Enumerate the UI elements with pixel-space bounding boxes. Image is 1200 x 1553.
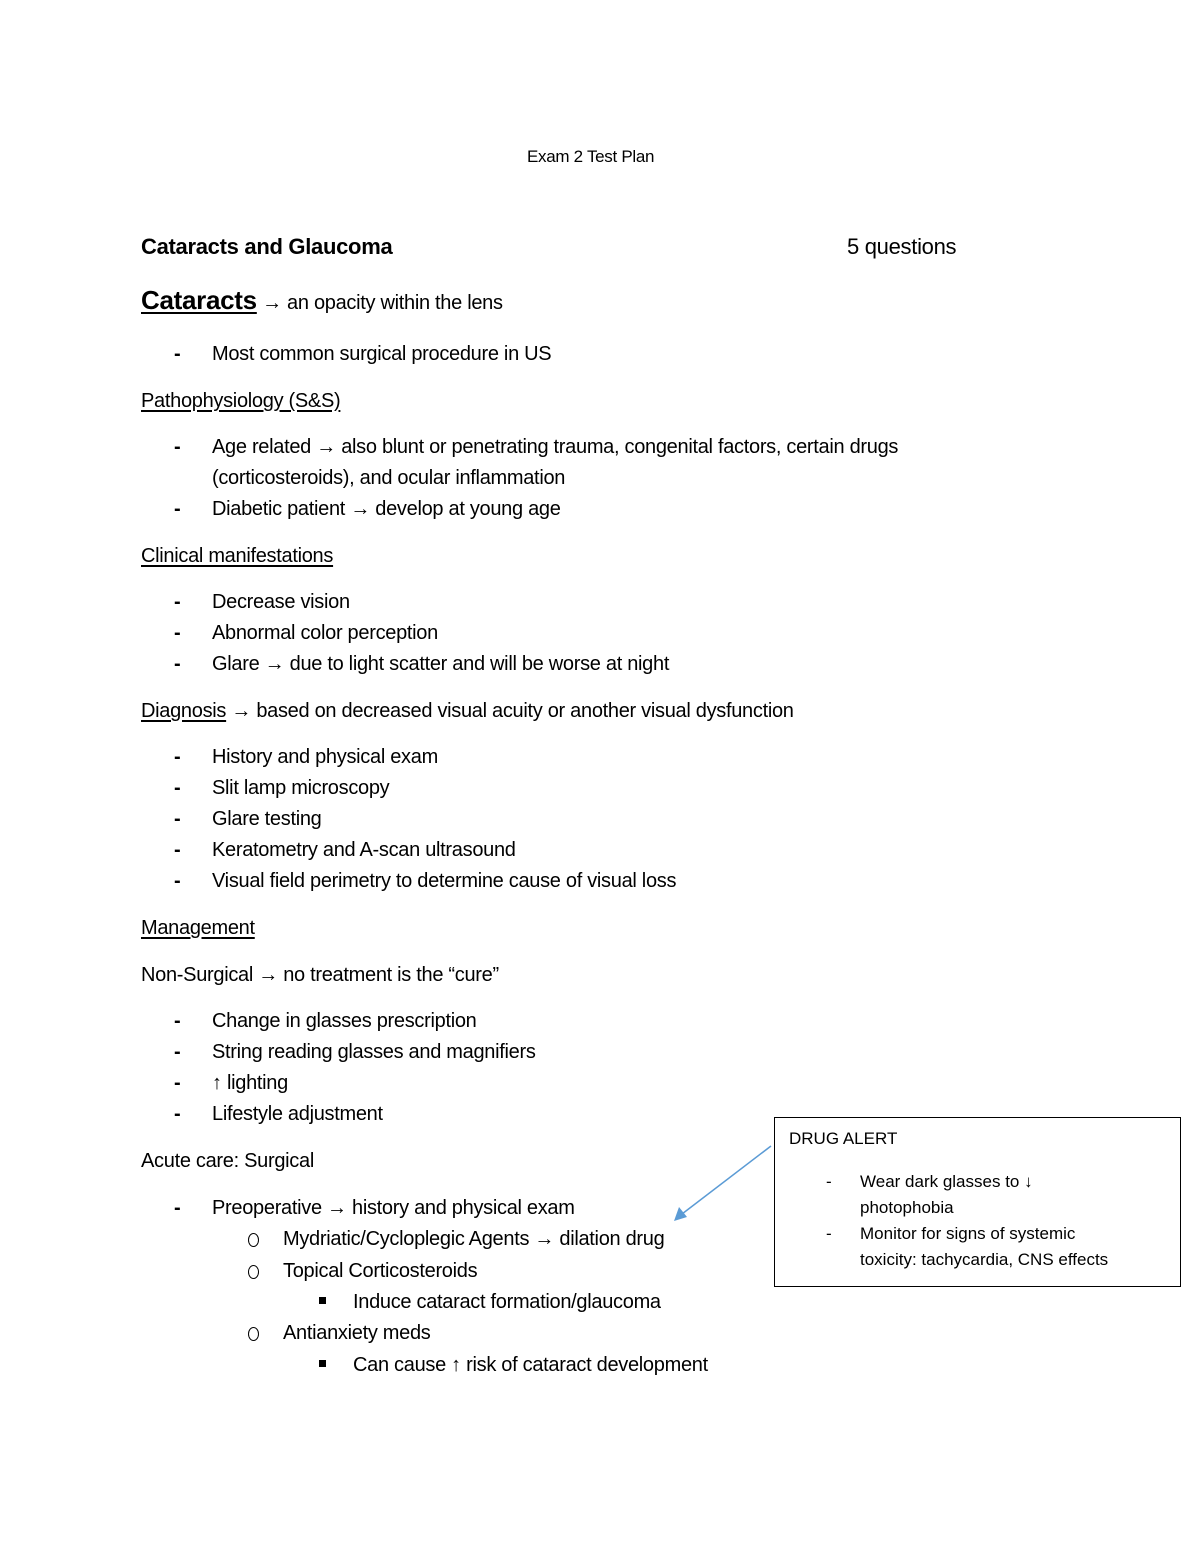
list-item: ↑ lighting [212, 1072, 288, 1094]
list-item-continuation: (corticosteroids), and ocular inflammation [212, 467, 566, 489]
list-item: Preoperative → history and physical exam [212, 1197, 575, 1219]
list-item: Glare → due to light scatter and will be worse at night [212, 653, 670, 675]
bullet-dash: - [826, 1224, 832, 1243]
bullet-dash: - [174, 777, 181, 799]
bullet-dash: - [174, 591, 181, 613]
bullet-dash: - [174, 839, 181, 861]
diagnosis-text: → based on decreased visual acuity or another visual dysfunction [226, 700, 794, 722]
bullet-dash: - [174, 1072, 181, 1094]
page-header: Exam 2 Test Plan [527, 147, 655, 166]
sub-list-item: Antianxiety meds [283, 1322, 431, 1344]
list-item: Lifestyle adjustment [212, 1103, 383, 1125]
cataracts-definition: → an opacity within the lens [262, 292, 503, 314]
clinical-heading: Clinical manifestations [141, 545, 334, 567]
question-count: 5 questions [847, 234, 957, 259]
list-item: Glare testing [212, 808, 322, 830]
list-item: Slit lamp microscopy [212, 777, 390, 799]
drug-alert-title: DRUG ALERT [789, 1129, 898, 1148]
list-item: History and physical exam [212, 746, 438, 768]
bullet-dash: - [174, 1197, 181, 1219]
bullet-dash: - [174, 746, 181, 768]
bullet-dash: - [174, 436, 181, 458]
list-item: Diabetic patient → develop at young age [212, 498, 561, 520]
arrow-line [682, 1146, 771, 1214]
management-heading: Management [141, 917, 255, 939]
bullet-dash: - [174, 498, 181, 520]
bullet-dash: - [174, 1103, 181, 1125]
drug-alert-item: Monitor for signs of systemic [860, 1224, 1076, 1243]
bullet-dash: - [826, 1172, 832, 1191]
bullet-dash: - [174, 808, 181, 830]
bullet-dash: - [174, 622, 181, 644]
bullet-dash: - [174, 870, 181, 892]
drug-alert-item-continuation: photophobia [860, 1198, 954, 1217]
nonsurgical-line: Non-Surgical → no treatment is the “cure” [141, 964, 499, 986]
drug-alert-item-continuation: toxicity: tachycardia, CNS effects [860, 1250, 1109, 1269]
bullet-dash: - [174, 1010, 181, 1032]
list-item: String reading glasses and magnifiers [212, 1041, 536, 1063]
diagnosis-heading: Diagnosis [141, 700, 227, 722]
list-item: Visual field perimetry to determine cause of visual loss [212, 870, 677, 892]
pathophysiology-heading: Pathophysiology (S&S) [141, 390, 341, 412]
list-item: Decrease vision [212, 591, 350, 613]
list-item: Age related → also blunt or penetrating trauma, congenital factors, certain drugs [212, 436, 899, 458]
cataracts-term: Cataracts [141, 285, 257, 315]
list-item: Keratometry and A-scan ultrasound [212, 839, 516, 861]
sub-list-item: Mydriatic/Cycloplegic Agents → dilation drug [283, 1228, 665, 1250]
list-item: Abnormal color perception [212, 622, 438, 644]
arrow-head-icon [674, 1207, 687, 1221]
sub-list-item: Topical Corticosteroids [283, 1260, 478, 1282]
bullet-dash: - [174, 343, 181, 365]
drug-alert-box [774, 1117, 1181, 1287]
sub-sub-list-item: Can cause ↑ risk of cataract development [353, 1354, 708, 1376]
sub-sub-list-item: Induce cataract formation/glaucoma [353, 1291, 661, 1313]
bullet-dash: - [174, 653, 181, 675]
list-item: Most common surgical procedure in US [212, 343, 552, 365]
acute-care-line: Acute care: Surgical [141, 1150, 314, 1172]
list-item: Change in glasses prescription [212, 1010, 477, 1032]
bullet-dash: - [174, 1041, 181, 1063]
section-title: Cataracts and Glaucoma [141, 234, 393, 259]
drug-alert-item: Wear dark glasses to ↓ [860, 1172, 1033, 1191]
